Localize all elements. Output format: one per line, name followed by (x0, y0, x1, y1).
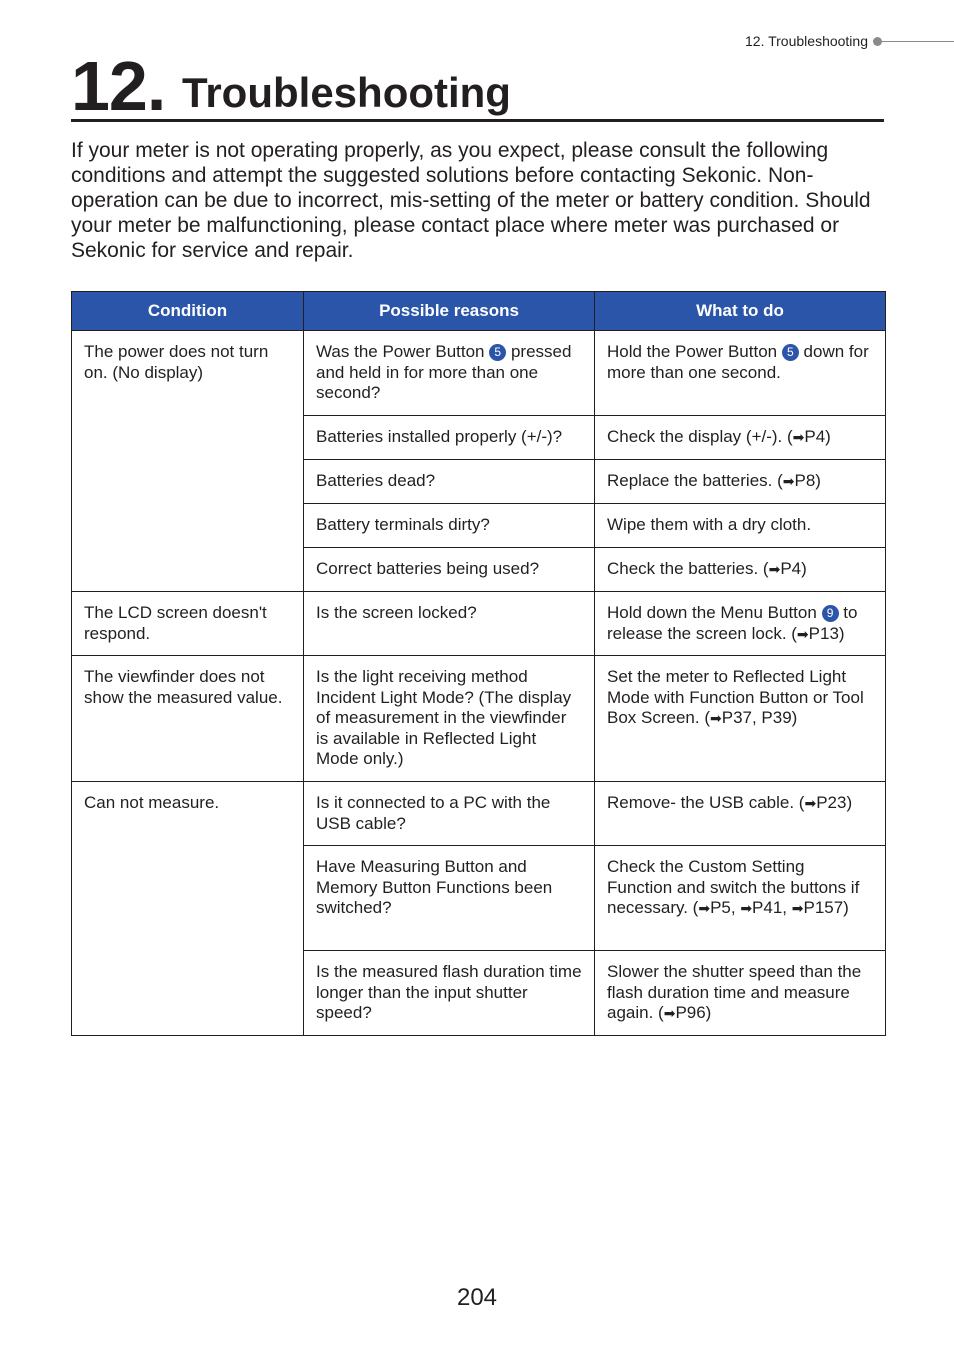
action-text: Check the display (+/-). ( (607, 427, 793, 446)
reason-text: Was the Power Button (316, 342, 490, 361)
action-text: Check the batteries. ( (607, 559, 769, 578)
action-cell: Wipe them with a dry cloth. (595, 504, 886, 548)
column-header-possible-reasons: Possible reasons (304, 292, 595, 331)
reason-cell: Have Measuring Button and Memory Button Functions been switched? (304, 846, 595, 951)
reason-cell (304, 331, 595, 416)
table-row (72, 331, 886, 416)
right-arrow-icon: ➡ (663, 1005, 676, 1021)
column-header-condition: Condition (72, 292, 304, 331)
action-cell (595, 416, 886, 460)
right-arrow-icon: ➡ (710, 710, 722, 726)
page-reference: P157) (803, 898, 849, 917)
table-row (72, 782, 886, 846)
right-arrow-icon: ➡ (796, 625, 809, 642)
page-reference: P23) (816, 793, 853, 812)
reason-cell: Correct batteries being used? (304, 548, 595, 592)
action-text: Replace the batteries. ( (607, 471, 783, 490)
right-arrow-icon: ➡ (698, 900, 711, 916)
chapter-title: Troubleshooting (182, 69, 511, 116)
page-reference: P37, P39) (721, 708, 798, 727)
page-reference: P5, (710, 898, 741, 917)
intro-paragraph: If your meter is not operating properly, as you expect, please consult the following conditions and attempt the suggested solutions before contacting Sekonic. Non-operation can be due to incorrect, mis-setting of the meter or battery condition. Should your meter be malfunctioning, please contact place where meter was purchased or Sekonic for service and repair. (71, 139, 871, 262)
condition-cell: The power does not turn on. (No display) (72, 331, 304, 592)
table-header-row (72, 292, 886, 331)
action-text: Check the Custom Setting Function and switch the buttons if necessary. ( (607, 857, 860, 917)
condition-cell: The viewfinder does not show the measured value. (72, 656, 304, 782)
right-arrow-icon: ➡ (768, 561, 781, 577)
page-reference: P4) (804, 427, 831, 446)
page-reference: P96) (675, 1003, 712, 1022)
action-cell (595, 846, 886, 951)
chapter-title-block (71, 47, 884, 125)
action-cell (595, 331, 886, 416)
right-arrow-icon: ➡ (804, 795, 817, 811)
action-cell (595, 656, 886, 782)
troubleshooting-table (71, 291, 886, 1036)
right-arrow-icon: ➡ (791, 900, 804, 916)
action-cell (595, 782, 886, 846)
column-header-what-to-do: What to do (595, 292, 886, 331)
chapter-number: 12. (71, 47, 166, 125)
table-row (72, 656, 886, 782)
action-cell (595, 951, 886, 1036)
page-reference: P13) (808, 623, 845, 643)
reason-cell: Is the screen locked? (304, 592, 595, 656)
action-text: Slower the shutter speed than the flash duration time and measure again. ( (607, 962, 862, 1022)
reason-cell: Battery terminals dirty? (304, 504, 595, 548)
action-text: Hold the Power Button (607, 342, 782, 361)
right-arrow-icon: ➡ (782, 473, 795, 489)
reason-cell: Is it connected to a PC with the USB cable? (304, 782, 595, 846)
reason-cell: Batteries dead? (304, 460, 595, 504)
reason-text: pressed and held in for more than one second? (316, 342, 572, 402)
table-row (72, 592, 886, 656)
page-reference: P8) (794, 471, 821, 490)
header-dot-icon (873, 37, 882, 46)
reason-cell: Is the light receiving method Incident Light Mode? (The display of measurement in the viewfinder is available in Reflected Light Mode only.) (304, 656, 595, 782)
reason-cell: Batteries installed properly (+/-)? (304, 416, 595, 460)
right-arrow-icon: ➡ (740, 900, 753, 916)
right-arrow-icon: ➡ (792, 429, 805, 445)
condition-cell: Can not measure. (72, 782, 304, 1036)
page-reference: P4) (780, 559, 807, 578)
button-5-icon: 5 (489, 344, 506, 361)
action-cell (595, 548, 886, 592)
action-text: Remove- the USB cable. ( (607, 793, 805, 812)
action-text: Set the meter to Reflected Light Mode with Function Button or Tool Box Screen. ( (607, 667, 864, 727)
page-reference: P41, (752, 898, 792, 917)
action-cell (595, 460, 886, 504)
running-title: 12. Troubleshooting (745, 33, 868, 49)
button-9-icon: 9 (822, 605, 839, 622)
action-text: down for more than one second. (607, 342, 869, 382)
button-5-icon: 5 (782, 344, 799, 361)
action-text: to release the screen lock. ( (607, 603, 858, 643)
condition-cell: The LCD screen doesn't respond. (72, 592, 304, 656)
header-rule (882, 41, 954, 42)
reason-cell: Is the measured flash duration time longer than the input shutter speed? (304, 951, 595, 1036)
action-text: Hold down the Menu Button (607, 603, 822, 622)
action-cell (595, 592, 886, 656)
page-number: 204 (456, 1284, 498, 1311)
